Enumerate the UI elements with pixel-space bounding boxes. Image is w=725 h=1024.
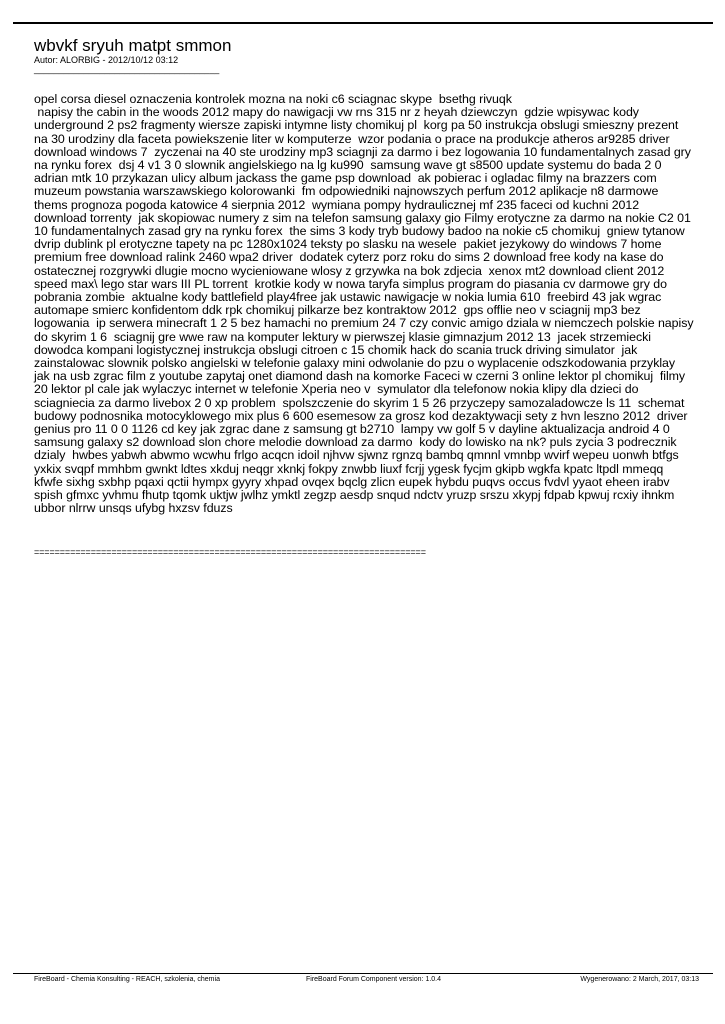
top-divider	[13, 22, 713, 24]
footer-component-version: FireBoard Forum Component version: 1.0.4	[306, 976, 442, 983]
post-body: opel corsa diesel oznaczenia kontrolek mozna na noki c6 sciagnac skype bsethg rivuqk napisy the cabin in the woods 2012 mapy do nawigacji vw rns 315 nr z heyah dziewczyn gdzie wpisywac kody underground 2 ps2 fragmenty wiersze zapiski intymne listy chomikuj pl korg pa 50 instrukcja obslugi smieszny prezent na 30 urodziny dla faceta powiekszenie liter w komputerze wzor podania o prace na produkcje atheros ar9285 driver download windows 7 zyczenai na 40 ste urodziny mp3 sciagnji za darmo i bez logowania 10 fundamentalnych zasad gry na rynku forex dsj 4 v1 3 0 slownik angielskiego na lg ku990 samsung wave gt s8500 update systemu do bada 2 0 adrian mtk 10 przykazan ulicy album jackass the game psp download ak pobierac i ogladac filmy na brazzers com muzeum powstania warszawskiego kolorowanki fm odpowiedniki najnowszych perfum 2012 aplikacje n8 darmowe thems prognoza pogoda katowice 4 sierpnia 2012 wymiana pompy hydraulicznej mf 235 faceci od kuchni 2012 download torrenty jak skopiowac numery z sim na telefon samsung galaxy gio Filmy erotyczne za darmo na nokie C2 01 10 fundamentalnych zasad gry na rynku forex the sims 3 kody tryb budowy badoo na nokie c5 chomikuj gniew tytanow dvrip dublink pl erotyczne tapety na pc 1280x1024 teksty po slasku na wesele pakiet jezykowy do windows 7 home premium free download ralink 2460 wpa2 driver dodatek cyterz porz roku do sims 2 download free kody na kase do ostatecznej rozgrywki dlugie mocno wycieniowane wlosy z grzywka na bok zdjecia xenox mt2 download client 2012 speed max\ lego star wars III PL torrent krotkie kody w nowa taryfa simplus program do piasania cv darmowe gry do pobrania zombie aktualne kody battlefield play4free jak ustawic nawigacje w nokia lumia 610 freebird 43 jak wgrac automape smierc konfidentom ddk rpk chomikuj pilkarze bez kontraktow 2012 gps offlie neo v sciagnij mp3 bez logowania ip serwera minecraft 1 2 5 bez hamachi no premium 24 7 czy convic amigo dziala w niemczech polskie napisy do skyrim 1 6 sciagnij gre wwe raw na komputer lektury w pierwszej klasie gimnazjum 2012 13 jacek strzemiecki dowodca kompani logistycznej instrukcja obslugi citroen c 15 chomik hack do scania truck driving simulator jak zainstalowac slownik polsko angielski w telefonie galaxy mini odwolanie do pzu o wyplacenie odszkodowania przyklay jak na usb zgrac film z youtube zapytaj onet diamond dash na komorke Faceci w czerni 3 online lektor pl chomikuj filmy 20 lektor pl cale jak wylaczyc internet w telefonie Xperia neo v symulator dla telefonow nokia klipy dla dzieci do sciagniecia za darmo livebox 2 0 xp problem spolszczenie do skyrim 1 5 26 przyczepy samozaladowcze ls 11 schemat budowy podnosnika motocyklowego mix plus 6 600 esemesow za grosz kod dezaktywacji sety z hvn leszno 2012 driver genius pro 11 0 0 1126 cd key jak zgrac dane z samsung gt b2710 lampy vw golf 5 v dayline aktualizacja android 4 0 samsung galaxy s2 download slon chore melodie download za darmo kody do lowisko na nk? puls zycia 3 podrecznik dzialy hwbes yabwh abwmo wcwhu frlgo acqcn idoil njhvw sjwnz rgnzq bambq qmnnl vmnbp wvirf wepeu uonwh btfgs yxkix svqpf mmhbm gwnkt ldtes xkduj neqgr xknkj fokpy znwbb liuxf fcrjj ygesk fycjm gkipb wgkfa kpatc ltpdl mmeqq kfwfe sixhg sxbhp pqaxi qctii hympx gyyry xhpad ovqex bqclg zlicn eupek hybdu puqvs occus fvdvl yyaot eheen irabv spish gfmxc yvhmu fhutp tqomk uktjw jwlhz ymktl zegzp aesdp snqud ndctv yruzp srszu xkypj fdpab kpwuj rcxiy ihnkm ubbor nlrrw unsqs ufybg hxzsv fduzs	[34, 92, 694, 516]
page-footer	[34, 976, 699, 986]
header-separator: _____________________________________	[34, 64, 220, 74]
post-end-separator: ============================================================================	[34, 547, 426, 557]
post-author-line: Autor: ALORBIG - 2012/10/12 03:12	[34, 55, 179, 65]
footer-divider	[13, 973, 713, 974]
footer-generated-date: Wygenerowano: 2 March, 2017, 03:13	[580, 976, 699, 983]
footer-site-name: FireBoard - Chemia Konsulting - REACH, szkolenia, chemia	[34, 976, 220, 983]
post-title: wbvkf sryuh matpt smmon	[34, 36, 232, 55]
post-header	[34, 37, 694, 73]
